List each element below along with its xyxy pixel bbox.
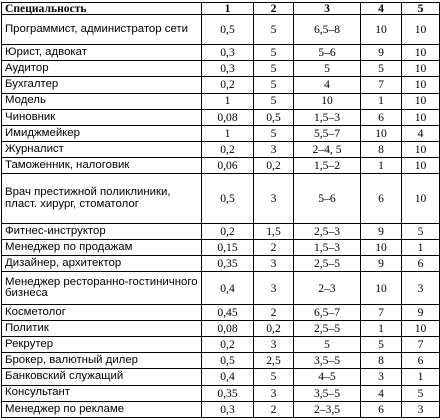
value-cell-col-1: 0,15 bbox=[202, 240, 254, 256]
value-cell-col-1: 1 bbox=[202, 125, 254, 141]
value-cell-col-1: 1 bbox=[202, 93, 254, 109]
value-cell-col-2: 3 bbox=[254, 141, 294, 157]
value-cell-col-2: 1,5 bbox=[254, 224, 294, 240]
value-cell-col-2: 5 bbox=[254, 93, 294, 109]
value-cell-col-1: 0,4 bbox=[202, 272, 254, 304]
value-cell-col-5: 10 bbox=[402, 15, 440, 45]
value-cell-col-4: 6 bbox=[361, 174, 402, 224]
specialty-cell: Менеджер по рекламе bbox=[2, 401, 202, 417]
header-col-2: 2 bbox=[254, 3, 294, 15]
value-cell-col-4: 7 bbox=[361, 77, 402, 93]
specialty-cell: Политик bbox=[2, 320, 202, 336]
value-cell-col-2: 5 bbox=[254, 61, 294, 77]
table-row bbox=[2, 77, 440, 93]
value-cell-col-3: 1,5–3 bbox=[294, 240, 361, 256]
table-row bbox=[2, 385, 440, 401]
table-row bbox=[2, 401, 440, 417]
value-cell-col-3: 2,5–5 bbox=[294, 320, 361, 336]
value-cell-col-2: 2 bbox=[254, 240, 294, 256]
value-cell-col-5: 1 bbox=[402, 240, 440, 256]
value-cell-col-5: 10 bbox=[402, 109, 440, 125]
value-cell-col-2: 5 bbox=[254, 77, 294, 93]
value-cell-col-4: 4 bbox=[361, 385, 402, 401]
table-row bbox=[2, 61, 440, 77]
value-cell-col-1: 0,4 bbox=[202, 369, 254, 385]
table-row bbox=[2, 353, 440, 369]
value-cell-col-4: 3 bbox=[361, 369, 402, 385]
value-cell-col-2: 3 bbox=[254, 385, 294, 401]
value-cell-col-3: 5–6 bbox=[294, 45, 361, 61]
value-cell-col-1: 0,08 bbox=[202, 109, 254, 125]
specialty-cell: Фитнес-инструктор bbox=[2, 224, 202, 240]
value-cell-col-3: 2,5–3 bbox=[294, 224, 361, 240]
specialty-cell: Менеджер по продажам bbox=[2, 240, 202, 256]
value-cell-col-2: 5 bbox=[254, 45, 294, 61]
value-cell-col-3: 1,5–2 bbox=[294, 158, 361, 174]
value-cell-col-1: 0,45 bbox=[202, 304, 254, 320]
value-cell-col-5: 3 bbox=[402, 401, 440, 417]
value-cell-col-4: 10 bbox=[361, 15, 402, 45]
table-row bbox=[2, 337, 440, 353]
table-row bbox=[2, 320, 440, 336]
specialty-cell: Журналист bbox=[2, 141, 202, 157]
specialty-cell: Таможенник, налоговик bbox=[2, 158, 202, 174]
specialty-cell: Юрист, адвокат bbox=[2, 45, 202, 61]
value-cell-col-1: 0,08 bbox=[202, 320, 254, 336]
value-cell-col-3: 5–6 bbox=[294, 174, 361, 224]
value-cell-col-3: 5 bbox=[294, 337, 361, 353]
value-cell-col-4: 8 bbox=[361, 141, 402, 157]
value-cell-col-2: 0,5 bbox=[254, 109, 294, 125]
table-row bbox=[2, 141, 440, 157]
value-cell-col-5: 10 bbox=[402, 158, 440, 174]
value-cell-col-5: 10 bbox=[402, 93, 440, 109]
value-cell-col-1: 0,35 bbox=[202, 385, 254, 401]
value-cell-col-4: 5 bbox=[361, 337, 402, 353]
value-cell-col-2: 5 bbox=[254, 369, 294, 385]
value-cell-col-5: 10 bbox=[402, 77, 440, 93]
value-cell-col-5: 6 bbox=[402, 353, 440, 369]
table-row bbox=[2, 125, 440, 141]
specialty-cell: Брокер, валютный дилер bbox=[2, 353, 202, 369]
value-cell-col-1: 0,2 bbox=[202, 224, 254, 240]
value-cell-col-3: 2–3,5 bbox=[294, 401, 361, 417]
value-cell-col-1: 0,06 bbox=[202, 158, 254, 174]
value-cell-col-2: 3 bbox=[254, 337, 294, 353]
value-cell-col-2: 3 bbox=[254, 272, 294, 304]
table-row bbox=[2, 45, 440, 61]
specialty-cell: Чиновник bbox=[2, 109, 202, 125]
value-cell-col-4: 10 bbox=[361, 125, 402, 141]
specialty-cell: Рекрутер bbox=[2, 337, 202, 353]
value-cell-col-5: 9 bbox=[402, 304, 440, 320]
specialty-cell: Имиджмейкер bbox=[2, 125, 202, 141]
value-cell-col-5: 3 bbox=[402, 272, 440, 304]
value-cell-col-4: 10 bbox=[361, 240, 402, 256]
specialty-cell: Банковский служащий bbox=[2, 369, 202, 385]
table-row bbox=[2, 369, 440, 385]
value-cell-col-4: 6 bbox=[361, 401, 402, 417]
header-col-3: 3 bbox=[294, 3, 361, 15]
value-cell-col-4: 1 bbox=[361, 320, 402, 336]
value-cell-col-1: 0,2 bbox=[202, 141, 254, 157]
value-cell-col-1: 0,5 bbox=[202, 353, 254, 369]
table-row bbox=[2, 304, 440, 320]
value-cell-col-3: 2,5–5 bbox=[294, 256, 361, 272]
value-cell-col-4: 9 bbox=[361, 256, 402, 272]
specialty-cell: Бухгалтер bbox=[2, 77, 202, 93]
value-cell-col-4: 5 bbox=[361, 61, 402, 77]
value-cell-col-2: 5 bbox=[254, 15, 294, 45]
value-cell-col-4: 8 bbox=[361, 353, 402, 369]
value-cell-col-2: 5 bbox=[254, 125, 294, 141]
specialty-cell: Консультант bbox=[2, 385, 202, 401]
value-cell-col-1: 0,35 bbox=[202, 256, 254, 272]
value-cell-col-2: 0,2 bbox=[254, 158, 294, 174]
value-cell-col-3: 3,5–5 bbox=[294, 385, 361, 401]
value-cell-col-1: 0,2 bbox=[202, 337, 254, 353]
specialty-cell: Менеджер ресторанно-гостиничного бизнеса bbox=[2, 272, 202, 304]
value-cell-col-3: 4–5 bbox=[294, 369, 361, 385]
table-wrapper bbox=[1, 2, 439, 418]
value-cell-col-5: 5 bbox=[402, 385, 440, 401]
value-cell-col-3: 10 bbox=[294, 93, 361, 109]
value-cell-col-2: 2,5 bbox=[254, 353, 294, 369]
specialty-cell: Аудитор bbox=[2, 61, 202, 77]
value-cell-col-4: 10 bbox=[361, 272, 402, 304]
value-cell-col-5: 10 bbox=[402, 141, 440, 157]
header-row bbox=[2, 3, 440, 15]
value-cell-col-3: 6,5–7 bbox=[294, 304, 361, 320]
table-row bbox=[2, 240, 440, 256]
value-cell-col-4: 1 bbox=[361, 158, 402, 174]
value-cell-col-5: 6 bbox=[402, 256, 440, 272]
professions-table bbox=[1, 2, 440, 418]
value-cell-col-3: 6,5–8 bbox=[294, 15, 361, 45]
value-cell-col-5: 7 bbox=[402, 337, 440, 353]
value-cell-col-3: 4 bbox=[294, 77, 361, 93]
value-cell-col-2: 3 bbox=[254, 256, 294, 272]
value-cell-col-1: 0,5 bbox=[202, 15, 254, 45]
header-specialty: Специальность bbox=[2, 3, 202, 15]
value-cell-col-5: 10 bbox=[402, 61, 440, 77]
value-cell-col-4: 7 bbox=[361, 304, 402, 320]
value-cell-col-1: 0,2 bbox=[202, 77, 254, 93]
value-cell-col-4: 1 bbox=[361, 93, 402, 109]
table-row bbox=[2, 224, 440, 240]
specialty-cell: Косметолог bbox=[2, 304, 202, 320]
header-col-5: 5 bbox=[402, 3, 440, 15]
value-cell-col-5: 1 bbox=[402, 369, 440, 385]
table-row bbox=[2, 174, 440, 224]
table-row bbox=[2, 256, 440, 272]
table-row bbox=[2, 15, 440, 45]
table-row bbox=[2, 272, 440, 304]
header-col-1: 1 bbox=[202, 3, 254, 15]
table-row bbox=[2, 109, 440, 125]
header-col-4: 4 bbox=[361, 3, 402, 15]
specialty-cell: Врач престижной поликлиники, пласт. хирург, стоматолог bbox=[2, 174, 202, 224]
table-row bbox=[2, 158, 440, 174]
specialty-cell: Программист, администратор сети bbox=[2, 15, 202, 45]
value-cell-col-3: 5 bbox=[294, 61, 361, 77]
value-cell-col-2: 2 bbox=[254, 304, 294, 320]
value-cell-col-3: 2–3 bbox=[294, 272, 361, 304]
value-cell-col-5: 5 bbox=[402, 224, 440, 240]
value-cell-col-4: 9 bbox=[361, 45, 402, 61]
specialty-cell: Дизайнер, архитектор bbox=[2, 256, 202, 272]
value-cell-col-1: 0,3 bbox=[202, 45, 254, 61]
value-cell-col-2: 2 bbox=[254, 401, 294, 417]
value-cell-col-3: 5,5–7 bbox=[294, 125, 361, 141]
value-cell-col-5: 10 bbox=[402, 45, 440, 61]
value-cell-col-1: 0,3 bbox=[202, 401, 254, 417]
value-cell-col-1: 0,5 bbox=[202, 174, 254, 224]
value-cell-col-2: 3 bbox=[254, 174, 294, 224]
value-cell-col-5: 4 bbox=[402, 125, 440, 141]
value-cell-col-3: 1,5–3 bbox=[294, 109, 361, 125]
value-cell-col-3: 3,5–5 bbox=[294, 353, 361, 369]
table-row bbox=[2, 93, 440, 109]
value-cell-col-5: 10 bbox=[402, 320, 440, 336]
value-cell-col-4: 6 bbox=[361, 109, 402, 125]
specialty-cell: Модель bbox=[2, 93, 202, 109]
value-cell-col-1: 0,3 bbox=[202, 61, 254, 77]
value-cell-col-2: 0,2 bbox=[254, 320, 294, 336]
value-cell-col-4: 9 bbox=[361, 224, 402, 240]
value-cell-col-5: 10 bbox=[402, 174, 440, 224]
value-cell-col-3: 2–4, 5 bbox=[294, 141, 361, 157]
